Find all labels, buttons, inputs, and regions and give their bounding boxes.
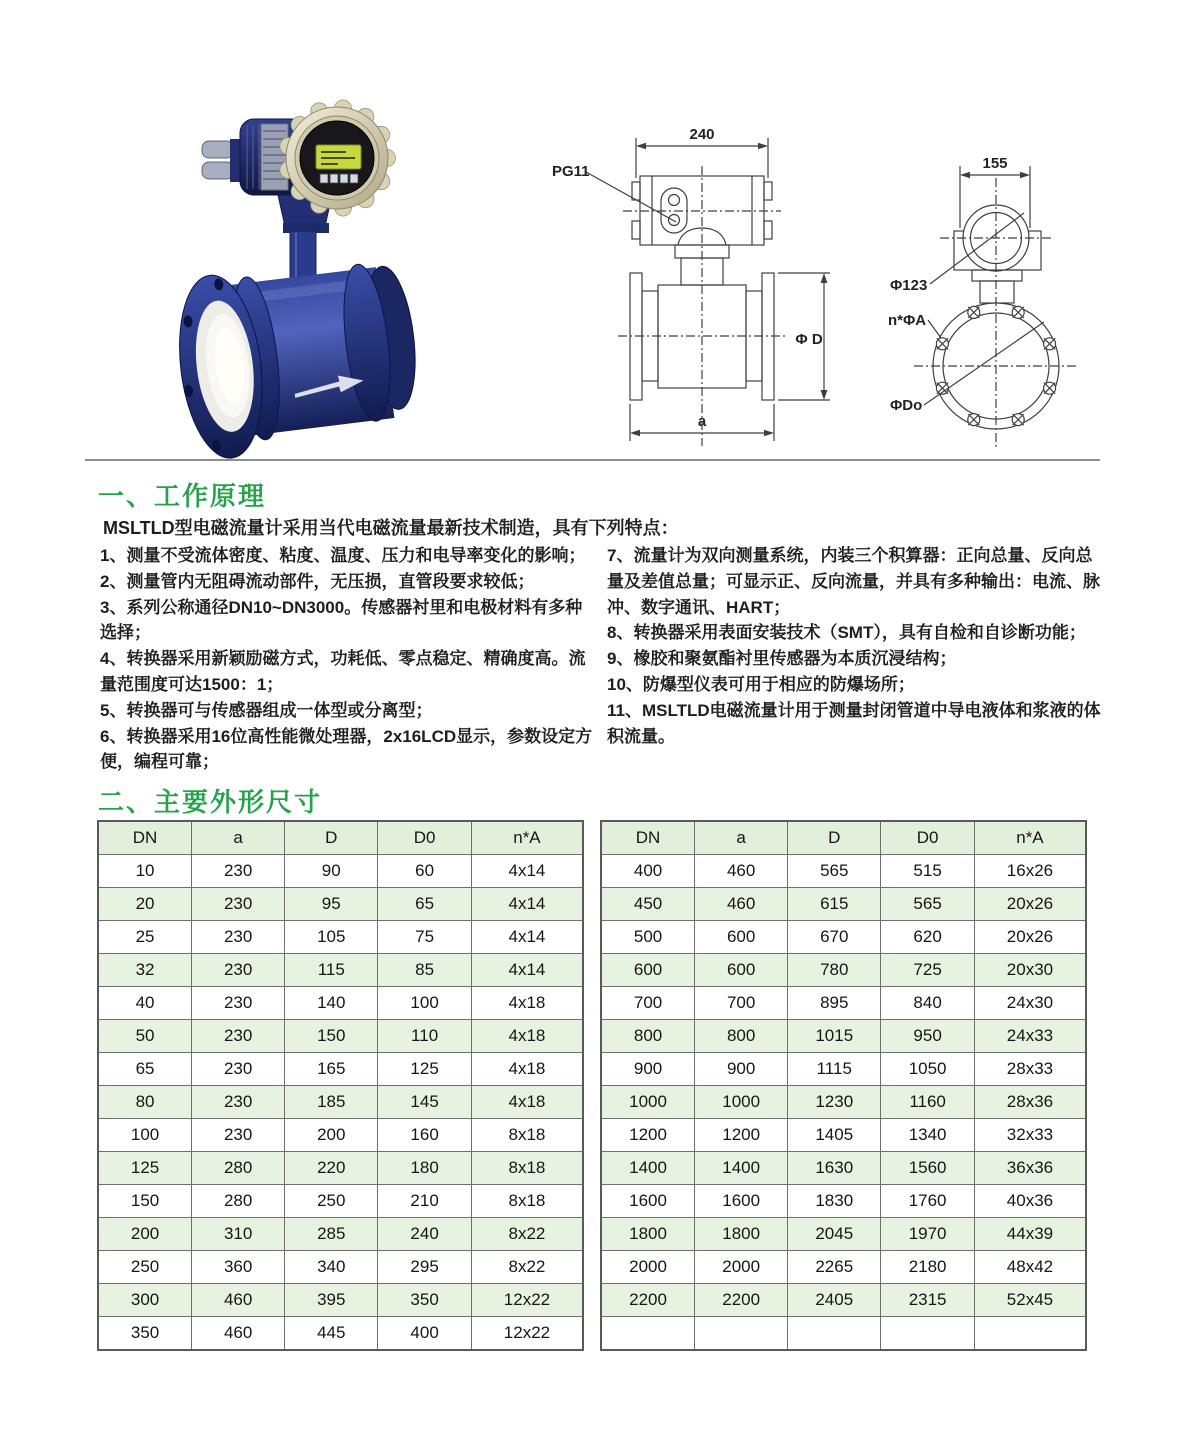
table-cell: 40	[98, 987, 192, 1020]
features-columns	[100, 543, 1106, 775]
table-cell: 615	[788, 888, 881, 921]
table-cell: 4x18	[471, 1020, 583, 1053]
table-cell: 110	[378, 1020, 472, 1053]
feature-item: 2、测量管内无阻碍流动部件，无压损，直管段要求较低；	[100, 571, 535, 591]
table-cell: 1115	[788, 1053, 881, 1086]
feature-item: 9、橡胶和聚氨酯衬里传感器为本质沉浸结构；	[607, 649, 957, 669]
table-cell: 8x18	[471, 1152, 583, 1185]
table-cell: 10	[98, 855, 192, 888]
table-cell: 52x45	[974, 1284, 1086, 1317]
table-cell: 1050	[881, 1053, 975, 1086]
feature-item: 3、系列公称通径DN10~DN3000。传感器衬里和电极材料有多种选择；	[100, 597, 583, 643]
table-cell: 240	[378, 1218, 472, 1251]
table-cell: 1830	[788, 1185, 881, 1218]
table-cell: 4x18	[471, 987, 583, 1020]
table-cell: 44x39	[974, 1218, 1086, 1251]
table-cell: 4x18	[471, 1053, 583, 1086]
table-cell: 780	[788, 954, 881, 987]
table-cell: 16x26	[974, 855, 1086, 888]
table-cell: 1200	[601, 1119, 695, 1152]
table-cell: 230	[192, 855, 285, 888]
table-cell: 4x14	[471, 954, 583, 987]
column-header: D0	[881, 821, 975, 855]
table-row	[601, 1152, 1086, 1185]
table-cell: 2000	[695, 1251, 788, 1284]
table-cell: 230	[192, 987, 285, 1020]
table-cell: 1000	[601, 1086, 695, 1119]
table-cell: 12x22	[471, 1284, 583, 1317]
table-row	[601, 855, 1086, 888]
column-header: D0	[378, 821, 472, 855]
table-cell: 700	[695, 987, 788, 1020]
table-row	[98, 1053, 583, 1086]
table-cell: 600	[695, 921, 788, 954]
table-cell: 515	[881, 855, 975, 888]
table-cell: 1160	[881, 1086, 975, 1119]
dim-phi-do-label: ΦDo	[890, 397, 923, 414]
table-row	[98, 1020, 583, 1053]
column-header: D	[788, 821, 881, 855]
table-row	[601, 1317, 1086, 1351]
dimension-drawing-front	[528, 108, 860, 460]
table-cell: 20x26	[974, 921, 1086, 954]
table-cell: 2405	[788, 1284, 881, 1317]
table-cell: 1405	[788, 1119, 881, 1152]
table-cell: 150	[285, 1020, 378, 1053]
table-cell: 400	[378, 1317, 472, 1351]
dimensions-table-large-dn	[600, 820, 1087, 1351]
table-row	[601, 921, 1086, 954]
table-cell: 1000	[695, 1086, 788, 1119]
table-cell: 90	[285, 855, 378, 888]
product-photo	[140, 95, 486, 467]
column-header: DN	[98, 821, 192, 855]
table-cell: 60	[378, 855, 472, 888]
table-row	[98, 954, 583, 987]
table-cell: 500	[601, 921, 695, 954]
pg11-gland-label: PG11	[552, 163, 590, 180]
table-cell: 300	[98, 1284, 192, 1317]
dimensions-table-small-dn	[97, 820, 584, 1351]
table-row	[601, 1185, 1086, 1218]
table-cell: 250	[285, 1185, 378, 1218]
table-cell: 50	[98, 1020, 192, 1053]
table-row	[601, 987, 1086, 1020]
table-cell: 65	[98, 1053, 192, 1086]
column-header: n*A	[471, 821, 583, 855]
table-cell: 565	[881, 888, 975, 921]
table-cell: 8x22	[471, 1218, 583, 1251]
table-cell: 25	[98, 921, 192, 954]
table-cell: 165	[285, 1053, 378, 1086]
table-cell: 350	[378, 1284, 472, 1317]
table-row	[98, 1218, 583, 1251]
table-cell: 895	[788, 987, 881, 1020]
dim-phi-d-label: Φ D	[795, 331, 823, 348]
table-cell: 32	[98, 954, 192, 987]
section1-intro: MSLTLD型电磁流量计采用当代电磁流量最新技术制造，具有下列特点：	[103, 518, 679, 538]
table-cell: 2180	[881, 1251, 975, 1284]
column-header: n*A	[974, 821, 1086, 855]
table-cell: 230	[192, 1053, 285, 1086]
table-cell: 20x30	[974, 954, 1086, 987]
table-cell: 125	[378, 1053, 472, 1086]
table-cell: 2045	[788, 1218, 881, 1251]
table-row	[98, 1185, 583, 1218]
table-cell: 460	[192, 1317, 285, 1351]
table-row	[601, 1119, 1086, 1152]
table-cell: 230	[192, 1020, 285, 1053]
table-row	[98, 1119, 583, 1152]
column-header: D	[285, 821, 378, 855]
table-cell: 1800	[695, 1218, 788, 1251]
features-left-column	[100, 543, 599, 775]
table-cell: 105	[285, 921, 378, 954]
section-divider	[85, 459, 1100, 461]
table-row	[98, 1251, 583, 1284]
table-cell: 80	[98, 1086, 192, 1119]
table-cell: 350	[98, 1317, 192, 1351]
table-cell: 180	[378, 1152, 472, 1185]
table-cell: 75	[378, 921, 472, 954]
table-cell: 1800	[601, 1218, 695, 1251]
feature-item: 5、转换器可与传感器组成一体型或分离型；	[100, 700, 433, 720]
table-cell: 800	[695, 1020, 788, 1053]
dimension-drawing-side	[862, 118, 1114, 465]
table-cell: 4x14	[471, 921, 583, 954]
table-cell: 115	[285, 954, 378, 987]
table-row	[601, 954, 1086, 987]
table-cell: 460	[192, 1284, 285, 1317]
dim-a-label: a	[697, 413, 707, 430]
table-cell: 185	[285, 1086, 378, 1119]
table-cell: 230	[192, 954, 285, 987]
table-cell: 4x14	[471, 855, 583, 888]
table-cell: 460	[695, 855, 788, 888]
converter-display	[280, 100, 396, 216]
table-row	[601, 888, 1086, 921]
table-cell: 95	[285, 888, 378, 921]
table-cell	[881, 1317, 975, 1351]
table-cell: 20x26	[974, 888, 1086, 921]
table-cell: 445	[285, 1317, 378, 1351]
section1-title: 一、工作原理	[98, 481, 267, 511]
sensor-pipe-body	[170, 252, 426, 463]
table-cell	[601, 1317, 695, 1351]
table-cell: 460	[695, 888, 788, 921]
table-cell: 8x22	[471, 1251, 583, 1284]
table-cell: 1015	[788, 1020, 881, 1053]
table-row	[98, 1317, 583, 1351]
table-cell: 725	[881, 954, 975, 987]
table-cell: 285	[285, 1218, 378, 1251]
table-cell: 1230	[788, 1086, 881, 1119]
table-cell: 100	[378, 987, 472, 1020]
feature-item: 1、测量不受流体密度、粘度、温度、压力和电导率变化的影响；	[100, 546, 586, 565]
table-cell: 24x33	[974, 1020, 1086, 1053]
table-row	[601, 1251, 1086, 1284]
table-cell: 1560	[881, 1152, 975, 1185]
table-cell: 395	[285, 1284, 378, 1317]
table-cell: 600	[601, 954, 695, 987]
table-cell: 2315	[881, 1284, 975, 1317]
table-cell: 8x18	[471, 1119, 583, 1152]
table-cell: 150	[98, 1185, 192, 1218]
table-row	[98, 1086, 583, 1119]
table-cell: 85	[378, 954, 472, 987]
table-cell: 450	[601, 888, 695, 921]
table-cell: 600	[695, 954, 788, 987]
table-cell: 2200	[695, 1284, 788, 1317]
table-cell: 1400	[695, 1152, 788, 1185]
table-cell: 800	[601, 1020, 695, 1053]
table-row	[601, 1218, 1086, 1251]
column-header: a	[695, 821, 788, 855]
table-cell: 950	[881, 1020, 975, 1053]
table-cell: 220	[285, 1152, 378, 1185]
table-row	[601, 1053, 1086, 1086]
feature-item: 7、流量计为双向测量系统，内装三个积算器：正向总量、反向总量及差值总量；可显示正、反向流量，并具有多种输出：电流、脉冲、数字通讯、HART；	[607, 546, 1100, 617]
table-cell: 340	[285, 1251, 378, 1284]
table-cell: 4x18	[471, 1086, 583, 1119]
table-cell: 20	[98, 888, 192, 921]
table-cell: 1340	[881, 1119, 975, 1152]
table-cell	[788, 1317, 881, 1351]
dimension-tables	[97, 820, 1087, 1351]
table-cell: 24x30	[974, 987, 1086, 1020]
table-row	[98, 888, 583, 921]
table-cell: 840	[881, 987, 975, 1020]
table-cell: 230	[192, 921, 285, 954]
table-cell: 28x33	[974, 1053, 1086, 1086]
table-cell: 230	[192, 1086, 285, 1119]
dim-155-label: 155	[982, 155, 1008, 172]
table-cell: 1760	[881, 1185, 975, 1218]
table-cell: 900	[695, 1053, 788, 1086]
table-cell: 210	[378, 1185, 472, 1218]
table-cell: 1200	[695, 1119, 788, 1152]
table-row	[98, 987, 583, 1020]
section2-title: 二、主要外形尺寸	[98, 787, 323, 817]
table-cell: 200	[285, 1119, 378, 1152]
table-row	[98, 1152, 583, 1185]
table-cell: 280	[192, 1185, 285, 1218]
table-cell: 280	[192, 1152, 285, 1185]
table-cell: 65	[378, 888, 472, 921]
table-row	[601, 1284, 1086, 1317]
table-cell: 310	[192, 1218, 285, 1251]
table-cell: 295	[378, 1251, 472, 1284]
column-header: a	[192, 821, 285, 855]
table-cell: 900	[601, 1053, 695, 1086]
table-cell: 700	[601, 987, 695, 1020]
table-row	[98, 855, 583, 888]
table-cell: 620	[881, 921, 975, 954]
table-cell: 145	[378, 1086, 472, 1119]
column-header: DN	[601, 821, 695, 855]
table-cell: 125	[98, 1152, 192, 1185]
table-row	[601, 1020, 1086, 1053]
table-cell: 48x42	[974, 1251, 1086, 1284]
table-header-row	[98, 821, 583, 855]
table-cell: 230	[192, 1119, 285, 1152]
table-cell: 12x22	[471, 1317, 583, 1351]
table-cell: 4x14	[471, 888, 583, 921]
feature-item: 4、转换器采用新颖励磁方式，功耗低、零点稳定、精确度高。流量范围度可达1500：1；	[100, 649, 586, 694]
table-row	[98, 921, 583, 954]
table-cell: 1600	[601, 1185, 695, 1218]
table-cell: 8x18	[471, 1185, 583, 1218]
feature-item: 11、MSLTLD电磁流量计用于测量封闭管道中导电液体和浆液的体积流量。	[607, 700, 1101, 746]
table-cell: 565	[788, 855, 881, 888]
table-row	[98, 1284, 583, 1317]
table-cell: 28x36	[974, 1086, 1086, 1119]
feature-item: 6、转换器采用16位高性能微处理器，2x16LCD显示，参数设定方便，编程可靠；	[100, 726, 593, 772]
table-cell: 400	[601, 855, 695, 888]
dim-phi123-label: Φ123	[890, 277, 928, 294]
dim-n-phi-a-label: n*ΦA	[888, 312, 927, 329]
table-cell: 140	[285, 987, 378, 1020]
feature-item: 8、转换器采用表面安装技术（SMT），具有自检和自诊断功能；	[607, 623, 1086, 643]
feature-item: 10、防爆型仪表可用于相应的防爆场所；	[607, 674, 915, 694]
table-cell: 40x36	[974, 1185, 1086, 1218]
table-cell: 2000	[601, 1251, 695, 1284]
table-cell: 36x36	[974, 1152, 1086, 1185]
table-cell: 160	[378, 1119, 472, 1152]
table-cell: 2200	[601, 1284, 695, 1317]
table-cell: 360	[192, 1251, 285, 1284]
table-cell: 1630	[788, 1152, 881, 1185]
table-cell: 2265	[788, 1251, 881, 1284]
table-cell: 100	[98, 1119, 192, 1152]
table-cell	[695, 1317, 788, 1351]
table-cell: 250	[98, 1251, 192, 1284]
table-cell: 1600	[695, 1185, 788, 1218]
features-right-column	[607, 543, 1106, 775]
table-cell: 32x33	[974, 1119, 1086, 1152]
table-cell	[974, 1317, 1086, 1351]
table-cell: 670	[788, 921, 881, 954]
table-row	[601, 1086, 1086, 1119]
table-cell: 200	[98, 1218, 192, 1251]
table-cell: 1970	[881, 1218, 975, 1251]
table-header-row	[601, 821, 1086, 855]
table-cell: 1400	[601, 1152, 695, 1185]
table-cell: 230	[192, 888, 285, 921]
dim-240-label: 240	[689, 126, 715, 143]
